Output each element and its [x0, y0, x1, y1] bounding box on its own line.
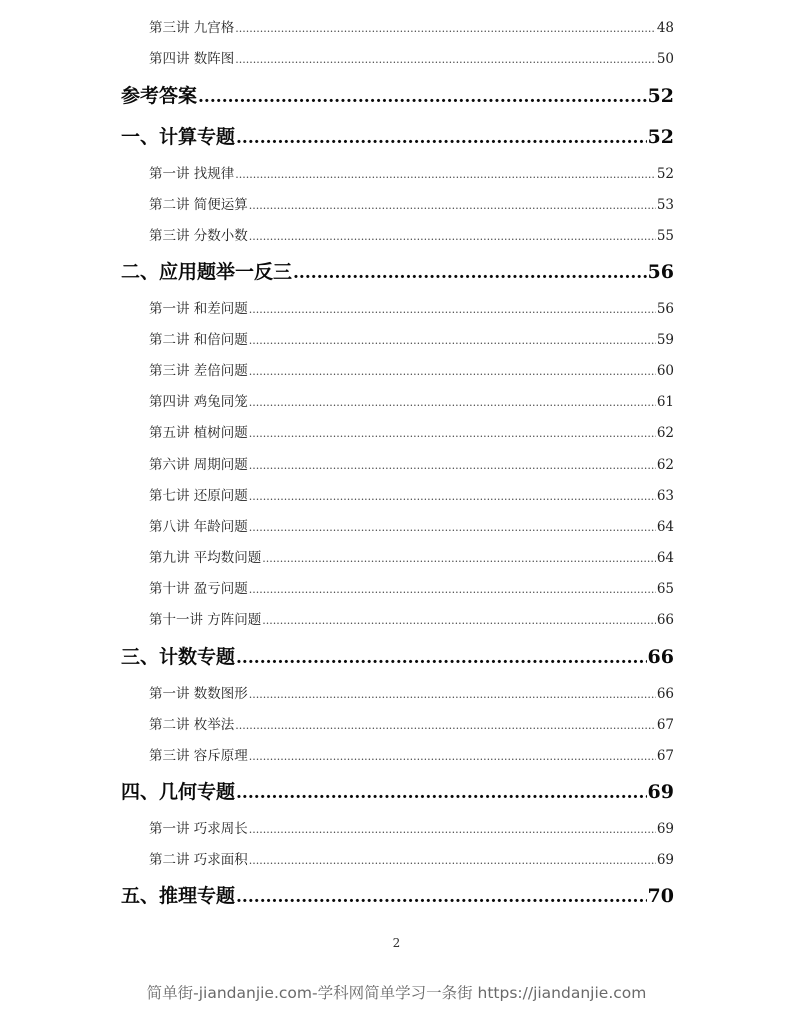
toc-section[interactable] — [121, 777, 674, 804]
dot-leader — [249, 365, 656, 378]
dot-leader — [198, 87, 647, 107]
toc-section-title: 参考答案 — [121, 85, 198, 107]
dot-leader — [249, 334, 656, 347]
toc-entry-page: 50 — [656, 51, 674, 67]
dot-leader — [249, 396, 656, 409]
toc-entry-page: 67 — [656, 748, 674, 764]
dot-leader — [249, 230, 656, 243]
dot-leader — [236, 648, 647, 668]
toc-section[interactable] — [121, 257, 674, 284]
dot-leader — [249, 823, 656, 836]
toc-section-title: 四、几何专题 — [121, 781, 236, 803]
toc-entry-title: 第六讲 周期问题 — [149, 457, 248, 473]
toc-entry[interactable] — [149, 297, 674, 317]
toc-entry-title: 第二讲 巧求面积 — [149, 852, 248, 868]
footer-watermark: 简单街-jiandanjie.com-学科网简单学习一条街 https://jiandanjie.com — [146, 984, 647, 1002]
toc-entry-page: 63 — [656, 488, 674, 504]
toc-entry[interactable] — [149, 453, 674, 473]
dot-leader — [235, 53, 656, 66]
toc-entry-title: 第十讲 盈亏问题 — [149, 581, 248, 597]
toc-entry-title: 第五讲 植树问题 — [149, 425, 248, 441]
toc-entry-page: 59 — [656, 332, 674, 348]
toc-entry-title: 第一讲 数数图形 — [149, 686, 248, 702]
toc-section[interactable] — [121, 881, 674, 908]
toc-entry[interactable] — [149, 848, 674, 868]
toc-entry-page: 64 — [656, 550, 674, 566]
toc-entry[interactable] — [149, 328, 674, 348]
dot-leader — [249, 854, 656, 867]
toc-section[interactable] — [121, 81, 674, 108]
toc-entry[interactable] — [149, 390, 674, 410]
dot-leader — [236, 783, 647, 803]
dot-leader — [236, 128, 647, 148]
dot-leader — [249, 303, 656, 316]
toc-entry[interactable] — [149, 713, 674, 733]
dot-leader — [262, 614, 656, 627]
toc-section-page: 56 — [647, 261, 674, 283]
page-number: 2 — [392, 936, 401, 950]
toc-entry-title: 第四讲 数阵图 — [149, 51, 235, 67]
dot-leader — [249, 199, 656, 212]
toc-entry-title: 第三讲 差倍问题 — [149, 363, 248, 379]
toc-entry[interactable] — [149, 546, 674, 566]
dot-leader — [249, 427, 656, 440]
toc-section[interactable] — [121, 122, 674, 149]
dot-leader — [235, 168, 656, 181]
toc-entry-title: 第一讲 和差问题 — [149, 301, 248, 317]
toc-entry-page: 64 — [656, 519, 674, 535]
dot-leader — [249, 688, 656, 701]
toc-section-title: 一、计算专题 — [121, 126, 236, 148]
toc-entry[interactable] — [149, 359, 674, 379]
toc-entry-title: 第一讲 巧求周长 — [149, 821, 248, 837]
toc-entry-title: 第三讲 九宫格 — [149, 20, 235, 36]
toc-entry-title: 第一讲 找规律 — [149, 166, 235, 182]
toc-entry[interactable] — [149, 16, 674, 36]
toc-entry-page: 66 — [656, 612, 674, 628]
dot-leader — [236, 887, 647, 907]
toc-entry-page: 60 — [656, 363, 674, 379]
toc-entry-title: 第四讲 鸡兔同笼 — [149, 394, 248, 410]
toc-section-title: 二、应用题举一反三 — [121, 261, 293, 283]
toc-entry[interactable] — [149, 515, 674, 535]
toc-entry-page: 67 — [656, 717, 674, 733]
toc-section-page: 66 — [647, 646, 674, 668]
toc-entry[interactable] — [149, 421, 674, 441]
toc-entry-title: 第七讲 还原问题 — [149, 488, 248, 504]
toc-entry[interactable] — [149, 682, 674, 702]
toc-entry-page: 61 — [656, 394, 674, 410]
toc-entry-page: 62 — [656, 425, 674, 441]
toc-entry-title: 第十一讲 方阵问题 — [149, 612, 262, 628]
dot-leader — [235, 719, 656, 732]
toc-entry[interactable] — [149, 224, 674, 244]
toc-section-page: 52 — [647, 126, 674, 148]
toc-entry[interactable] — [149, 608, 674, 628]
toc-entry-title: 第二讲 和倍问题 — [149, 332, 248, 348]
toc-entry-page: 65 — [656, 581, 674, 597]
toc-section[interactable] — [121, 642, 674, 669]
toc-entry[interactable] — [149, 577, 674, 597]
toc-section-page: 69 — [647, 781, 674, 803]
dot-leader — [249, 459, 656, 472]
toc-section-page: 52 — [647, 85, 674, 107]
dot-leader — [235, 22, 656, 35]
toc-section-title: 三、计数专题 — [121, 646, 236, 668]
toc-entry-page: 53 — [656, 197, 674, 213]
toc-entry-title: 第二讲 枚举法 — [149, 717, 235, 733]
toc-entry[interactable] — [149, 162, 674, 182]
dot-leader — [249, 750, 656, 763]
toc-entry[interactable] — [149, 817, 674, 837]
toc-entry-page: 66 — [656, 686, 674, 702]
toc-entry[interactable] — [149, 47, 674, 67]
toc-entry-title: 第三讲 分数小数 — [149, 228, 248, 244]
toc-entry-page: 56 — [656, 301, 674, 317]
toc-entry-page: 52 — [656, 166, 674, 182]
toc-entry-title: 第二讲 简便运算 — [149, 197, 248, 213]
toc-entry[interactable] — [149, 744, 674, 764]
toc-entry[interactable] — [149, 484, 674, 504]
dot-leader — [249, 583, 656, 596]
toc-entry-page: 48 — [656, 20, 674, 36]
dot-leader — [249, 521, 656, 534]
dot-leader — [293, 263, 647, 283]
toc-entry-page: 55 — [656, 228, 674, 244]
dot-leader — [262, 552, 656, 565]
toc-section-page: 70 — [647, 885, 674, 907]
toc-section-title: 五、推理专题 — [121, 885, 236, 907]
toc-entry-title: 第九讲 平均数问题 — [149, 550, 262, 566]
dot-leader — [249, 490, 656, 503]
toc-entry-title: 第八讲 年龄问题 — [149, 519, 248, 535]
toc-entry-page: 62 — [656, 457, 674, 473]
toc-entry-title: 第三讲 容斥原理 — [149, 748, 248, 764]
toc-entry-page: 69 — [656, 821, 674, 837]
toc-entry[interactable] — [149, 193, 674, 213]
toc-entry-page: 69 — [656, 852, 674, 868]
